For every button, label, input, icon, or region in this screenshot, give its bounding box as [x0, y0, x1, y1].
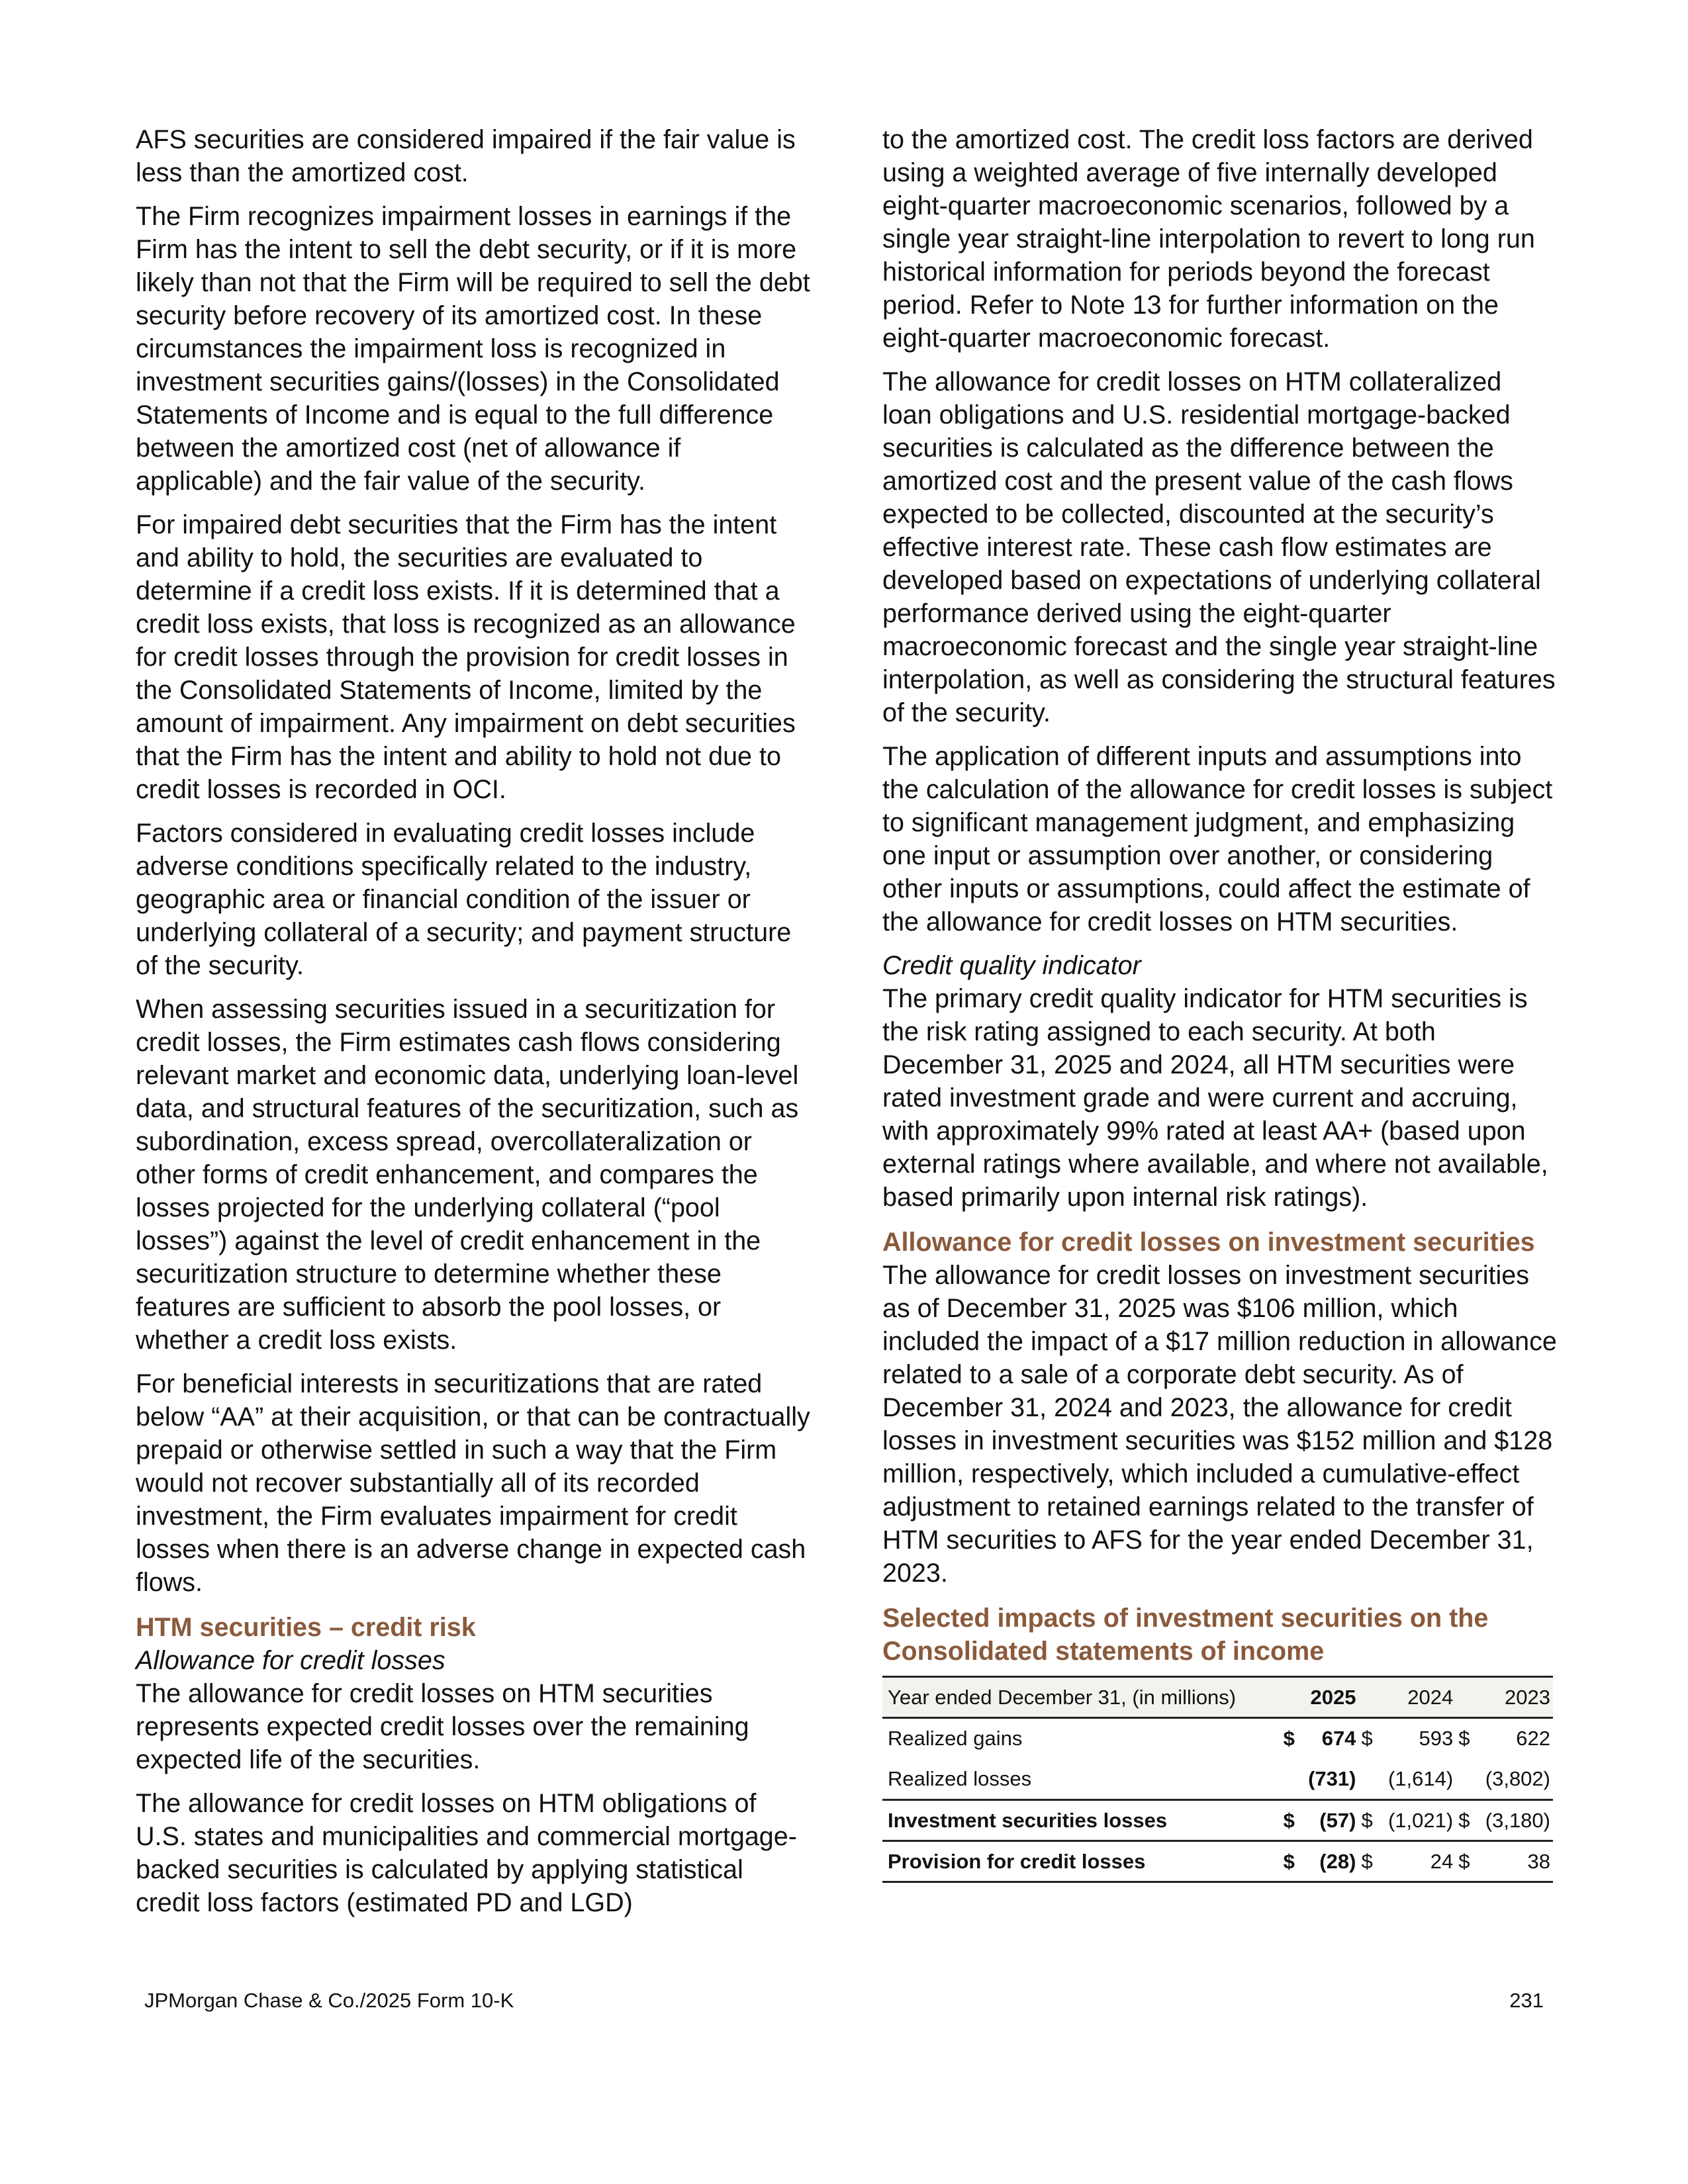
value-2025: (57): [1299, 1800, 1359, 1841]
currency-symbol: $: [1456, 1800, 1474, 1841]
paragraph: The allowance for credit losses on HTM obligations of U.S. states and municipalities and commercial mortgage-backed securities is calculated by applying statistical credit loss factors (estimated PD and LGD): [136, 1789, 797, 1917]
value-2023: 622: [1474, 1718, 1553, 1759]
currency-symbol: $: [1281, 1718, 1299, 1759]
paragraph: The application of different inputs and assumptions into the calculation of the allowance for credit losses is subject to significant management judgment, and emphasizing one input or assumption over another, or considering other inputs or assumptions, could affect the estimate of the allowance for credit losses on HTM securities.: [882, 742, 1553, 936]
footer-document-title: JPMorgan Chase & Co./2025 Form 10-K: [144, 1989, 514, 2012]
table-header-row: [882, 1677, 1553, 1718]
paragraph: The allowance for credit losses on HTM securities represents expected credit losses over the remaining expected life of the securities.: [136, 1679, 749, 1774]
paragraph: to the amortized cost. The credit loss factors are derived using a weighted average of five internally developed eight-quarter macroeconomic scenarios, followed by a single year straight-line interpolation to revert to long run historical information for periods beyond the forecast period. Refer to Note 13 for further information on the eight-quarter macroeconomic forecast.: [882, 125, 1535, 353]
value-2024: (1,021): [1377, 1800, 1456, 1841]
table-row: [882, 1800, 1553, 1841]
currency-symbol: [1358, 1759, 1377, 1800]
impacts-table: [882, 1676, 1553, 1883]
currency-symbol: $: [1358, 1718, 1377, 1759]
section-heading-allowance: Allowance for credit losses on investment securities: [882, 1228, 1535, 1257]
currency-symbol: $: [1358, 1800, 1377, 1841]
row-label: Investment securities losses: [882, 1800, 1281, 1841]
value-2024: 593: [1377, 1718, 1456, 1759]
row-label: Realized gains: [882, 1718, 1281, 1759]
paragraph: The allowance for credit losses on HTM collateralized loan obligations and U.S. residential mortgage-backed securities is calculated as the difference between the amortized cost and the present value of the cash flows expected to be collected, discounted at the security’s effective interest rate. These cash flow estimates are developed based on expectations of underlying collateral performance derived using the eight-quarter macroeconomic forecast and the single year straight-line interpolation, as well as considering the structural features of the security.: [882, 367, 1556, 727]
currency-symbol: $: [1281, 1841, 1299, 1882]
row-label: Provision for credit losses: [882, 1841, 1281, 1882]
paragraph: When assessing securities issued in a securitization for credit losses, the Firm estimates cash flows considering relevant market and economic data, underlying loan-level data, and structural features of the securitization, such as subordination, excess spread, overcollateralization or other forms of credit enhancement, and compares the losses projected for the underlying collateral (“pool losses”) against the level of credit enhancement in the securitization structure to determine whether these features are sufficient to absorb the pool losses, or whether a credit loss exists.: [136, 995, 799, 1355]
value-2023: 38: [1474, 1841, 1553, 1882]
section-heading-selected-impacts: Selected impacts of investment securities on the Consolidated statements of income: [882, 1604, 1489, 1666]
table-header-2024: 2024: [1358, 1677, 1456, 1718]
paragraph: Factors considered in evaluating credit losses include adverse conditions specifically related to the industry, geographic area or financial condition of the issuer or underlying collateral of a security; and payment structure of the security.: [136, 819, 792, 980]
currency-symbol: $: [1456, 1718, 1474, 1759]
currency-symbol: $: [1281, 1800, 1299, 1841]
subheading-credit-quality: Credit quality indicator: [882, 951, 1141, 980]
currency-symbol: [1281, 1759, 1299, 1800]
paragraph: The Firm recognizes impairment losses in earnings if the Firm has the intent to sell the debt security, or if it is more likely than not that the Firm will be required to sell the debt security before recovery of its amortized cost. In these circumstances the impairment loss is recognized in investment securities gains/(losses) in the Consolidated Statements of Income and is equal to the full difference between the amortized cost (net of allowance if applicable) and the fair value of the security.: [136, 202, 810, 496]
table-header-2025: 2025: [1281, 1677, 1359, 1718]
paragraph: For impaired debt securities that the Firm has the intent and ability to hold, the securities are evaluated to determine if a credit loss exists. If it is determined that a credit loss exists, that loss is recognized as an allowance for credit losses through the provision for credit losses in the Consolidated Statements of Income, limited by the amount of impairment. Any impairment on debt securities that the Firm has the intent and ability to hold not due to credit losses is recorded in OCI.: [136, 510, 796, 804]
left-column: [136, 123, 811, 1930]
table-row: [882, 1718, 1553, 1759]
currency-symbol: $: [1456, 1841, 1474, 1882]
footer-page-number: 231: [1509, 1989, 1544, 2012]
right-column: [882, 123, 1558, 1883]
subheading-allowance: Allowance for credit losses: [136, 1646, 445, 1675]
currency-symbol: $: [1358, 1841, 1377, 1882]
paragraph: The allowance for credit losses on investment securities as of December 31, 2025 was $106 million, which included the impact of a $17 million reduction in allowance related to a sale of a corporate debt security. As of December 31, 2024 and 2023, the allowance for credit losses in investment securities was $152 million and $128 million, respectively, which included a cumulative-effect adjustment to retained earnings related to the transfer of HTM securities to AFS for the year ended December 31, 2023.: [882, 1261, 1557, 1588]
value-2023: (3,180): [1474, 1800, 1553, 1841]
table-row: [882, 1841, 1553, 1882]
table-row: [882, 1759, 1553, 1800]
table-header-2023: 2023: [1456, 1677, 1553, 1718]
paragraph: The primary credit quality indicator for HTM securities is the risk rating assigned to each security. At both December 31, 2025 and 2024, all HTM securities were rated investment grade and were current and accruing, with approximately 99% rated at least AA+ (based upon external ratings where available, and where not available, based primarily upon internal risk ratings).: [882, 984, 1548, 1212]
paragraph: AFS securities are considered impaired if the fair value is less than the amortized cost.: [136, 125, 796, 187]
value-2025: 674: [1299, 1718, 1359, 1759]
section-heading-htm: HTM securities – credit risk: [136, 1613, 476, 1642]
row-label: Realized losses: [888, 1766, 1032, 1790]
table-header-label: Year ended December 31, (in millions): [882, 1677, 1281, 1718]
paragraph: For beneficial interests in securitizations that are rated below “AA” at their acquisition, or that can be contractually prepaid or otherwise settled in such a way that the Firm would not recover substantially all of its recorded investment, the Firm evaluates impairment for credit losses when there is an adverse change in expected cash flows.: [136, 1369, 810, 1597]
value-2024: 24: [1377, 1841, 1456, 1882]
value-2025: (731): [1308, 1766, 1356, 1790]
value-2025: (28): [1299, 1841, 1359, 1882]
value-2023: (3,802): [1485, 1766, 1550, 1790]
value-2024: (1,614): [1387, 1766, 1454, 1790]
currency-symbol: [1456, 1759, 1474, 1800]
impacts-table-wrapper: [882, 1676, 1553, 1883]
